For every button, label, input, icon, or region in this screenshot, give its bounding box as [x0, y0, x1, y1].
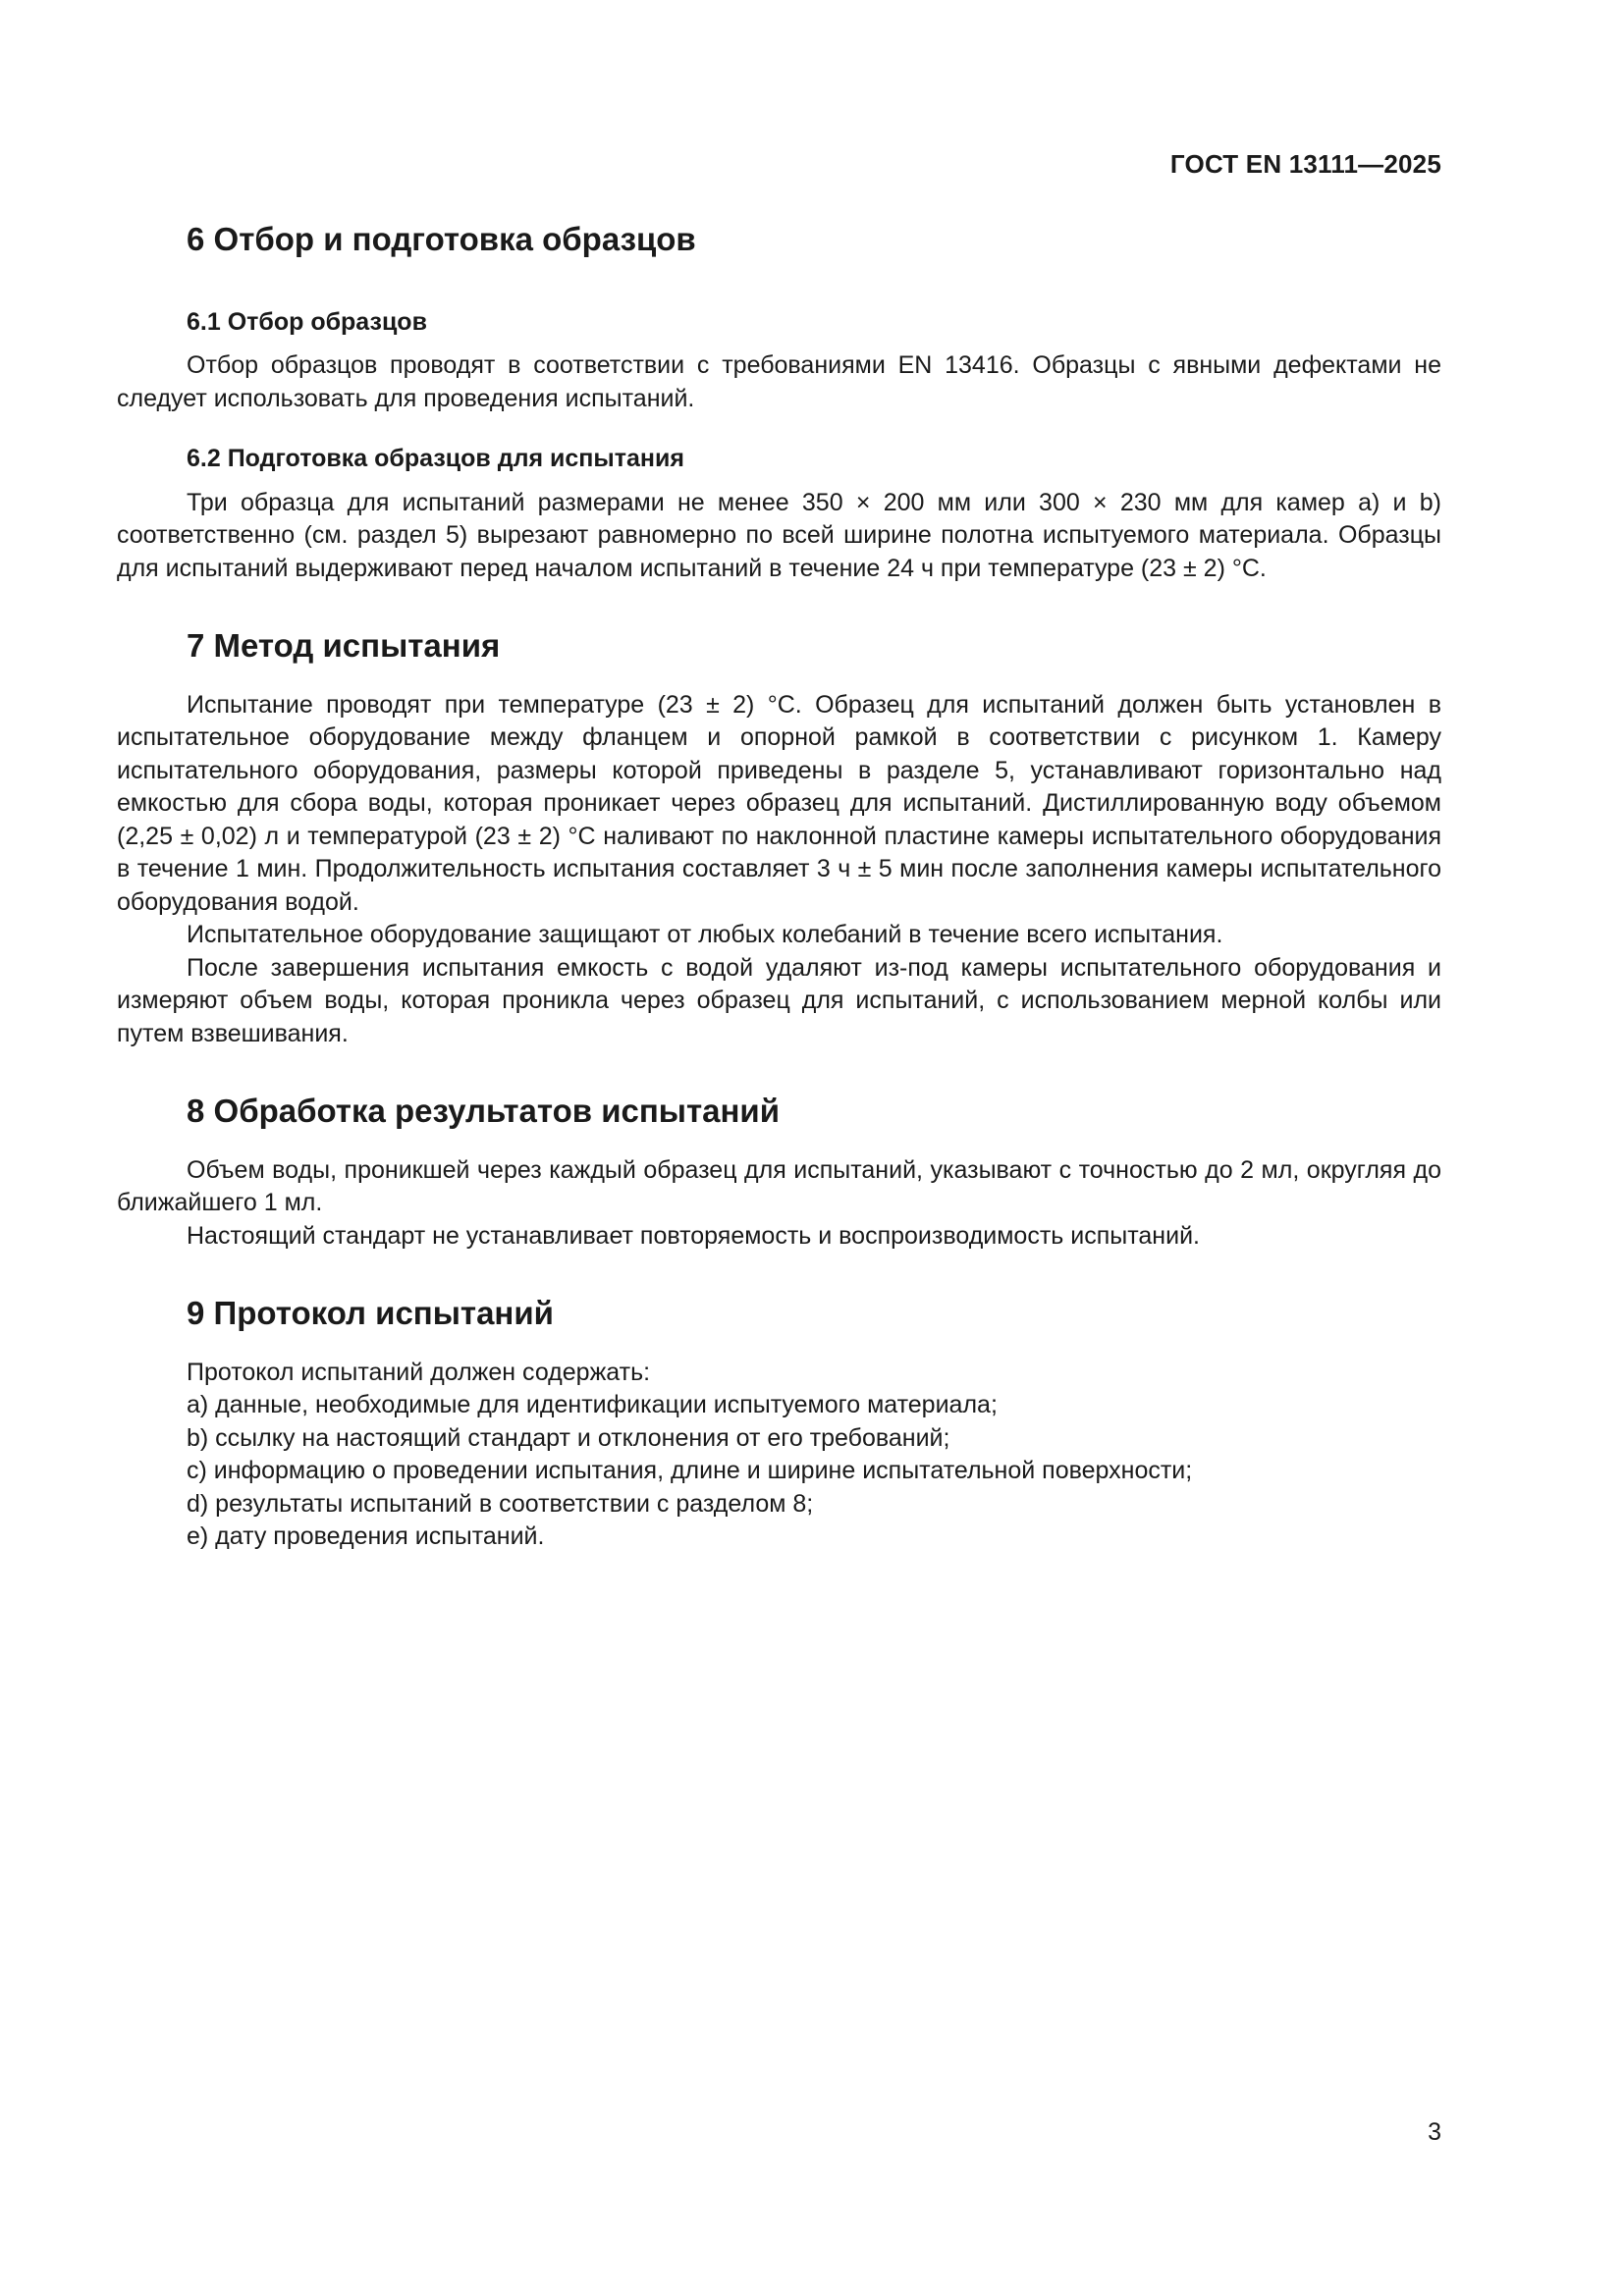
section-7-title: 7 Метод испытания: [187, 627, 501, 665]
document-header: ГОСТ EN 13111—2025: [1169, 149, 1441, 179]
protocol-items-list: [117, 1389, 1441, 1554]
section-7-paragraph-2: Испытательное оборудование защищают от любых колебаний в течение всего испытания.: [187, 921, 1223, 949]
subsection-6-1-text: Отбор образцов проводят в соответствии с требованиями EN 13416. Образцы с явными дефектами не следует использовать для проведения испытаний.: [117, 351, 1441, 412]
list-item: d) результаты испытаний в соответствии с разделом 8;: [187, 1489, 814, 1518]
section-9-intro: Протокол испытаний должен содержать:: [187, 1358, 651, 1386]
page-content: [117, 220, 1441, 1554]
subsection-6-2-title: 6.2 Подготовка образцов для испытания: [187, 445, 684, 473]
list-item: a) данные, необходимые для идентификации испытуемого материала;: [187, 1391, 998, 1419]
section-6-title: 6 Отбор и подготовка образцов: [187, 221, 696, 257]
section-8-title: 8 Обработка результатов испытаний: [187, 1093, 780, 1130]
subsection-6-1-title: 6.1 Отбор образцов: [187, 307, 427, 336]
section-7-paragraph-1: Испытание проводят при температуре (23 ± 2) °C. Образец для испытаний должен быть установлен в испытательное оборудование между фланцем и опорной рамкой в соответствии с рисунком 1. Камеру испытательного оборудования, размеры которой приведены в разделе 5, устанавливают горизонтально над емкостью для сбора воды, которая проникает через образец для испытаний. Дистиллированную воду объемом (2,25 ± 0,02) л и температурой (23 ± 2) °C наливают по наклонной пластине камеры испытательного оборудования в течение 1 мин. Продолжительность испытания составляет 3 ч ± 5 мин после заполнения камеры испытательного оборудования водой.: [117, 690, 1441, 916]
section-9-title: 9 Протокол испытаний: [187, 1295, 554, 1332]
list-item: b) ссылку на настоящий стандарт и отклонения от его требований;: [187, 1423, 950, 1452]
section-7-paragraph-3: После завершения испытания емкость с водой удаляют из-под камеры испытательного оборудования и измеряют объем воды, которая проникла через образец для испытаний, с использованием мерной колбы или путем взвешивания.: [117, 953, 1441, 1047]
section-8-paragraph-1: Объем воды, проникшей через каждый образец для испытаний, указывают с точностью до 2 мл, округляя до ближайшего 1 мл.: [117, 1155, 1441, 1217]
page-number: 3: [1428, 2118, 1441, 2146]
subsection-6-2-text: Три образца для испытаний размерами не менее 350 × 200 мм или 300 × 230 мм для камер a) и b) соответственно (см. раздел 5) вырезают равномерно по всей ширине полотна испытуемого материала. Образцы для испытаний выдерживают перед началом испытаний в течение 24 ч при температуре (23 ± 2) °C.: [117, 488, 1441, 582]
list-item: c) информацию о проведении испытания, длине и ширине испытательной поверхности;: [187, 1457, 1193, 1485]
section-8-paragraph-2: Настоящий стандарт не устанавливает повторяемость и воспроизводимость испытаний.: [187, 1221, 1200, 1250]
list-item: e) дату проведения испытаний.: [187, 1522, 545, 1551]
